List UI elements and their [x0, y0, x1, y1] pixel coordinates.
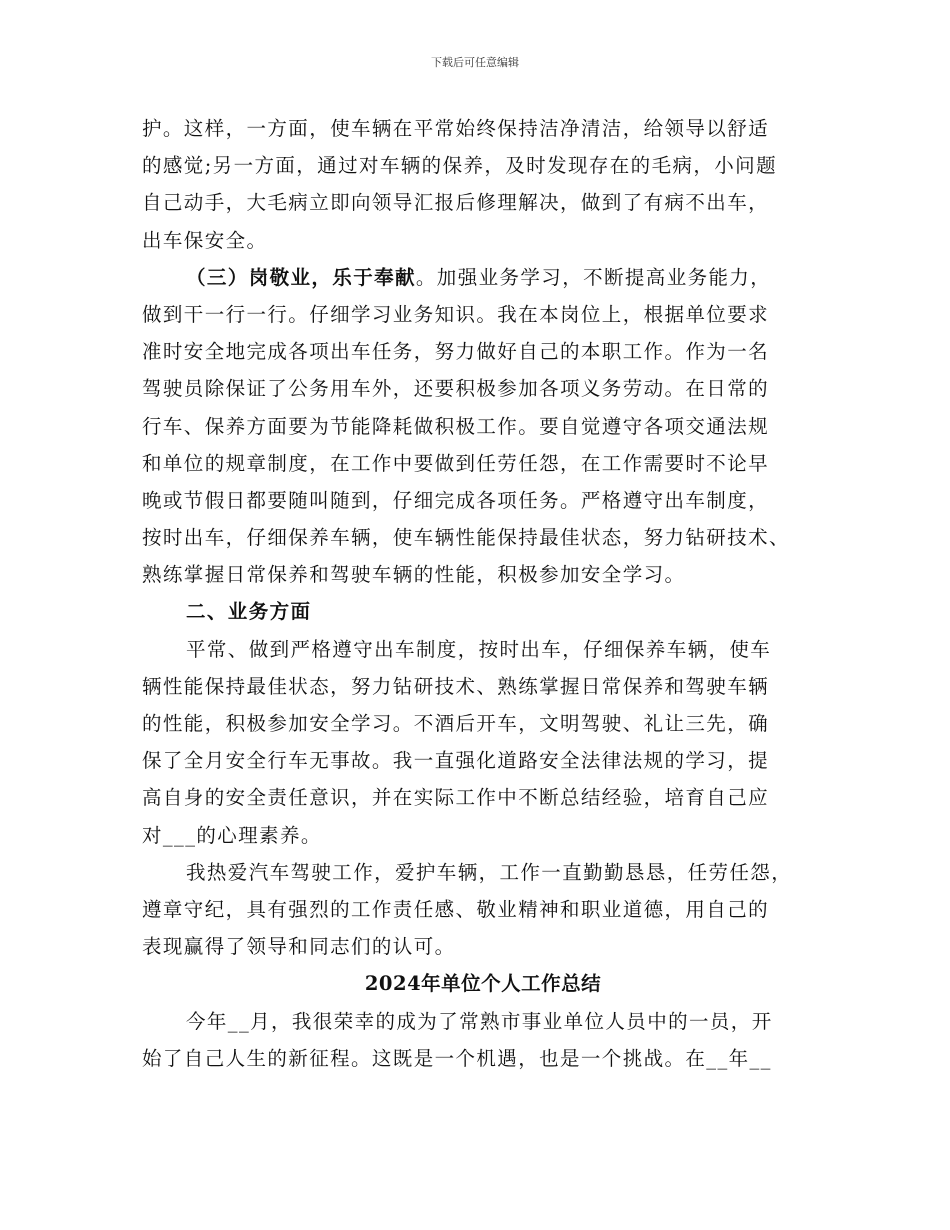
body-line: 表现赢得了领导和同志们的认可。 — [142, 935, 456, 959]
document-title: 2024年单位个人工作总结 — [364, 972, 602, 996]
body-line: 自己动手，大毛病立即向领导汇报后修理解决，做到了有病不出车， — [142, 191, 770, 215]
body-line: 护。这样，一方面，使车辆在平常始终保持洁净清洁，给领导以舒适 — [142, 117, 770, 140]
section-two-heading: 二、业务方面 — [186, 600, 312, 624]
body-line: 熟练掌握日常保养和驾驶车辆的性能，积极参加安全学习。 — [142, 563, 686, 587]
body-line: 遵章守纪，具有强烈的工作责任感、敬业精神和职业道德，用自己的 — [142, 897, 770, 921]
body-line: 对___的心理素养。 — [142, 823, 322, 847]
body-line: 的性能，积极参加安全学习。不酒后开车，文明驾驶、礼让三先，确 — [142, 712, 770, 735]
body-line: 做到干一行一行。仔细学习业务知识。我在本岗位上，根据单位要求 — [142, 302, 770, 326]
section-three-heading: （三）岗敬业，乐于奉献 — [186, 265, 416, 289]
document-body — [142, 110, 824, 1077]
body-line: 和单位的规章制度，在工作中要做到任劳任怨，在工作需要时不论早 — [142, 451, 770, 475]
body-line: 平常、做到严格遵守出车制度，按时出车，仔细保养车辆，使车 — [186, 637, 772, 661]
body-line: 按时出车，仔细保养车辆，使车辆性能保持最佳状态，努力钻研技术、 — [142, 526, 790, 550]
body-line: 辆性能保持最佳状态，努力钻研技术、熟练掌握日常保养和驾驶车辆 — [142, 674, 770, 698]
body-line: 的感觉;另一方面，通过对车辆的保养，及时发现存在的毛病，小问题 — [142, 154, 777, 178]
body-line: 今年__月，我很荣幸的成为了常熟市事业单位人员中的一员，开 — [186, 1009, 773, 1033]
page-header-note: 下载后可任意编辑 — [431, 56, 519, 69]
body-line: 出车保安全。 — [142, 228, 268, 252]
body-line: 始了自己人生的新征程。这既是一个机遇，也是一个挑战。在__年__ — [142, 1046, 772, 1070]
body-line: 晚或节假日都要随叫随到，仔细完成各项任务。严格遵守出车制度， — [142, 488, 770, 512]
body-line: 驾驶员除保证了公务用车外，还要积极参加各项义务劳动。在日常的 — [142, 377, 770, 401]
body-line: 我热爱汽车驾驶工作，爱护车辆，工作一直勤勤恳恳，任劳任怨， — [186, 860, 793, 884]
body-line: 行车、保养方面要为节能降耗做积极工作。要自觉遵守各项交通法规 — [142, 414, 770, 438]
body-line: 准时安全地完成各项出车任务，努力做好自己的本职工作。作为一名 — [142, 340, 770, 364]
body-line-text: 。加强业务学习，不断提高业务能力， — [415, 265, 772, 289]
body-line: 高自身的安全责任意识，并在实际工作中不断总结经验，培育自己应 — [142, 786, 770, 810]
section-two-line — [142, 593, 824, 630]
body-line: 保了全月安全行车无事故。我一直强化道路安全法律法规的学习，提 — [142, 749, 770, 773]
section-three-line — [142, 259, 824, 296]
